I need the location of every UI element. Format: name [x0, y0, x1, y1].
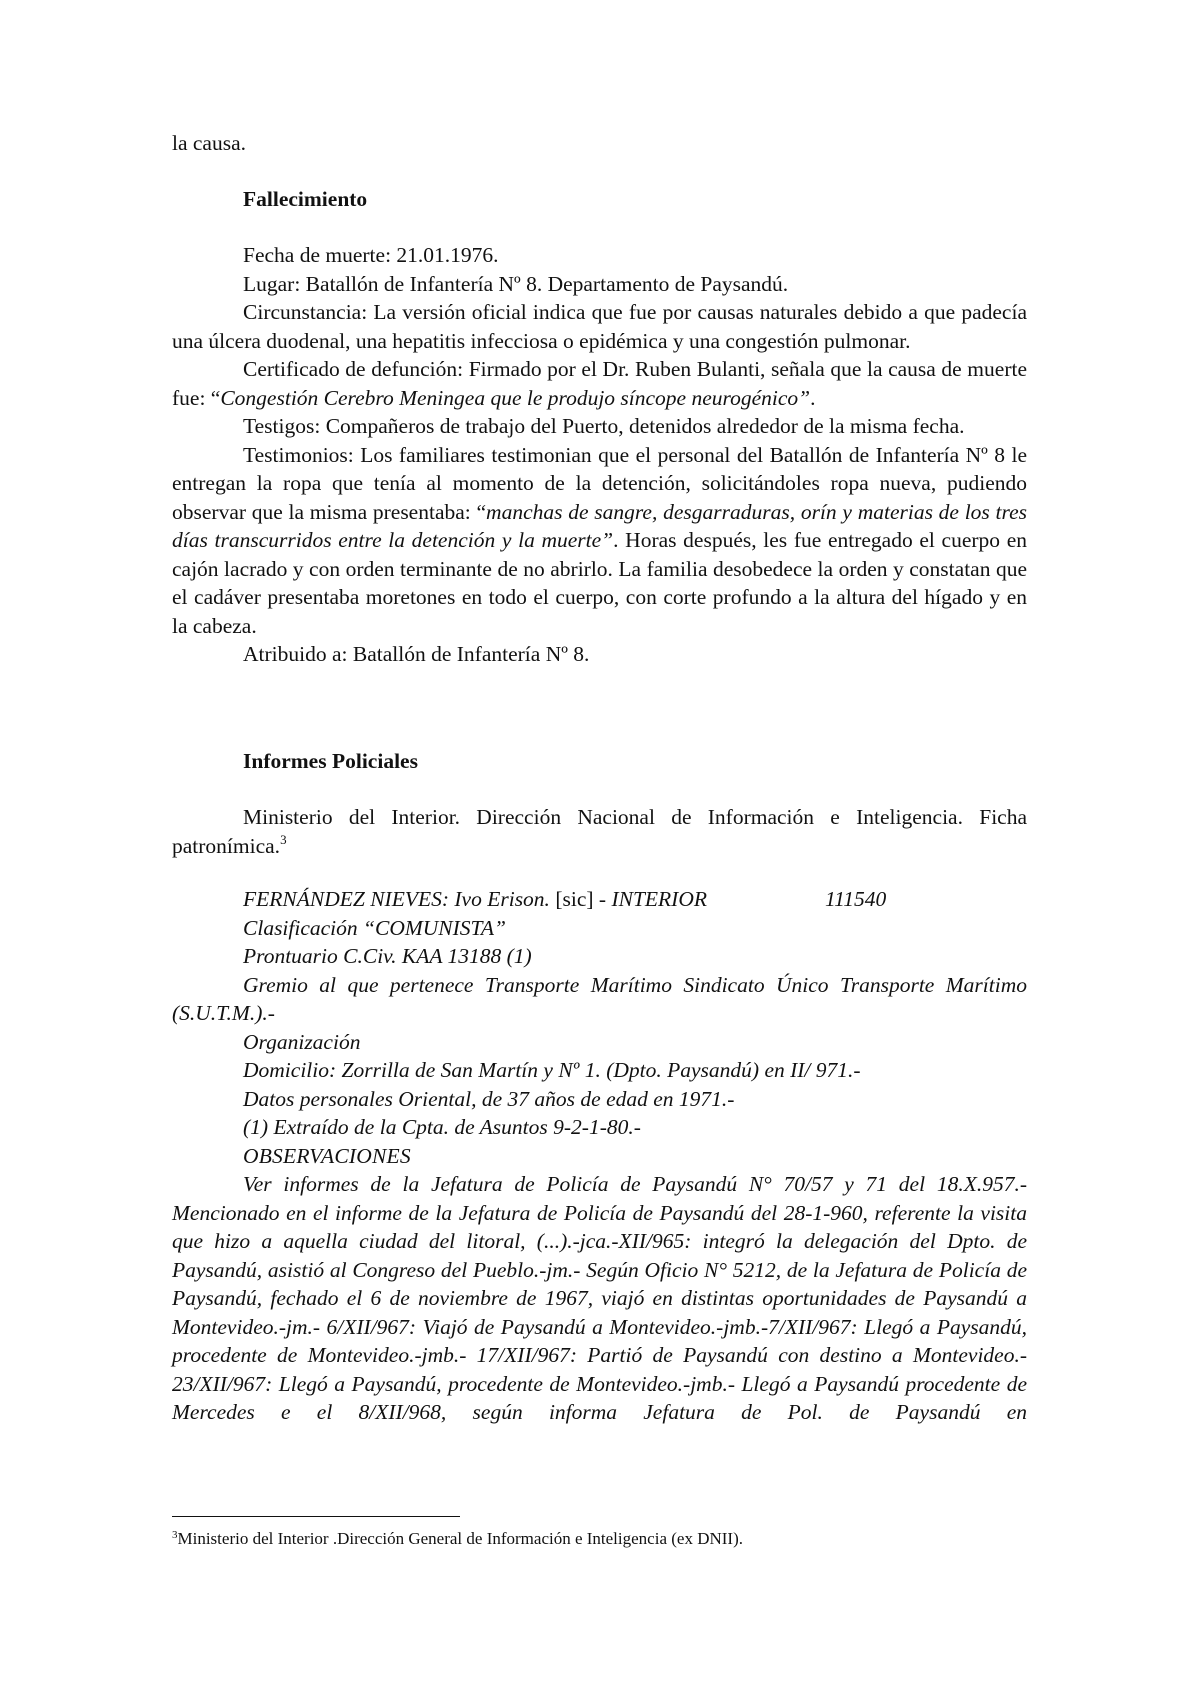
certificado-paragraph	[172, 355, 1027, 412]
prontuario-text: Prontuario C.Civ. KAA 13188 (1)	[243, 944, 532, 968]
footnote-marker: 3	[172, 1529, 178, 1541]
ficha-organizacion	[172, 1028, 1027, 1057]
certificado-end: .	[810, 385, 816, 410]
observaciones-heading-text: OBSERVACIONES	[243, 1143, 411, 1168]
ficha-clasificacion	[172, 914, 1027, 943]
continuation-block	[172, 129, 1027, 158]
fallecimiento-section	[172, 185, 1027, 214]
fallecimiento-body	[172, 241, 1027, 669]
ficha-prontuario	[172, 942, 1027, 971]
observaciones-paragraph	[172, 1170, 1027, 1427]
gremio-text: Gremio al que pertenece Transporte Marítimo Sindicato Único Transporte Marítimo (S.U.T.M.).-	[172, 972, 1027, 1025]
lugar: Lugar: Batallón de Infantería Nº 8. Departamento de Paysandú.	[243, 271, 789, 296]
circunstancia-paragraph: Circunstancia: La versión oficial indica que fue por causas naturales debido a que padecía una úlcera duodenal, una hepatitis infecciosa o epidémica y una congestión pulmonar.	[172, 300, 1027, 353]
informes-intro	[172, 803, 1027, 860]
certificado-text: Certificado de defunción: Firmado por el Dr. Ruben Bulanti, señala que la causa de muerte fue: “	[172, 357, 1027, 410]
ficha-datos-personales	[172, 1085, 1027, 1114]
informes-section	[172, 747, 1027, 776]
footnote-text: Ministerio del Interior .Dirección General de Información e Inteligencia (ex DNII).	[177, 1529, 743, 1548]
ficha-gremio	[172, 971, 1027, 1028]
fecha-de-muerte: Fecha de muerte: 21.01.1976.	[243, 243, 499, 267]
ficha-number: 111540	[824, 887, 887, 911]
clasificacion-text: Clasificación “COMUNISTA”	[243, 915, 506, 940]
informes-intro-block	[172, 803, 1027, 860]
ficha-sic: [sic] -	[549, 887, 612, 911]
testimonios-text: Testimonios: Los familiares testimonian que el personal del Batallón de Infantería Nº 8 le entregan la ropa que tenía al momento de la detención, solicitándoles ropa nueva, pudiendo observar que la misma presentaba: “	[172, 442, 1027, 524]
ficha-patronimica	[172, 885, 1027, 1427]
testimonios-quote: manchas de sangre, desgarraduras, orín y materias de los tres días transcurridos entre la detención y la muerte”	[172, 499, 1027, 552]
ficha-section: INTERIOR	[611, 887, 707, 911]
organizacion-text: Organización	[243, 1029, 361, 1054]
footnote-reference: 3	[280, 831, 287, 847]
testimonios-end: . Horas después, les fue entregado el cuerpo en cajón lacrado y con orden terminante de no abrirlo. La familia desobedece la orden y constatan que el cadáver presentaba moretones en todo el cuerpo, con corte profundo a la altura del hígado y en la cabeza.	[172, 528, 1027, 638]
atribuido: Atribuido a: Batallón de Infantería Nº 8.	[243, 642, 590, 666]
observaciones-heading	[172, 1142, 1027, 1171]
footnote	[172, 1528, 1027, 1550]
observaciones-text: Ver informes de la Jefatura de Policía de Paysandú N° 70/57 y 71 del 18.X.957.- Mencionado en el informe de la Jefatura de Policía de Paysandú del 28-1-960, referente la visita que hizo a aquella ciudad del litoral, (...).-jca.-XII/965: integró la delegación del Dpto. de Paysandú, asistió al Congreso del Pueblo.-jm.- Según Oficio N° 5212, de la Jefatura de Policía de Paysandú, fechado el 6 de noviembre de 1967, viajó en distintas oportunidades de Paysandú a Montevideo.-jm.- 6/XII/967: Viajó de Paysandú a Montevideo.-jmb.-7/XII/967: Llegó a Paysandú, procedente de Montevideo.-jmb.- 17/XII/967: Partió de Paysandú con destino a Montevideo.- 23/XII/967: Llegó a Paysandú, procedente de Montevideo.-jmb.- Llegó a Paysandú procedente de Mercedes e el 8/XII/968, según informa Jefatura de Pol. de Paysandú en	[172, 1172, 1027, 1424]
informes-heading: Informes Policiales	[243, 749, 418, 773]
ficha-name: FERNÁNDEZ NIEVES: Ivo Erison.	[243, 887, 550, 911]
domicilio-text: Domicilio: Zorrilla de San Martín y Nº 1. (Dpto. Paysandú) en II/ 971.-	[243, 1058, 861, 1082]
testigos-paragraph: Testigos: Compañeros de trabajo del Puerto, detenidos alrededor de la misma fecha.	[243, 414, 965, 438]
continuation-text: la causa.	[172, 131, 247, 155]
informes-intro-text: Ministerio del Interior. Dirección Nacional de Información e Inteligencia. Ficha patronímica.	[172, 805, 1027, 858]
ficha-header-line	[172, 885, 1027, 914]
footnote-separator	[172, 1516, 460, 1517]
fallecimiento-heading: Fallecimiento	[243, 187, 368, 211]
datos-text: Datos personales Oriental, de 37 años de edad en 1971.-	[243, 1086, 735, 1111]
testimonios-paragraph	[172, 441, 1027, 641]
ficha-extraido	[172, 1113, 1027, 1142]
extraido-text: (1) Extraído de la Cpta. de Asuntos 9-2-1-80.-	[243, 1115, 641, 1139]
ficha-domicilio	[172, 1056, 1027, 1085]
certificado-quote: Congestión Cerebro Meningea que le produjo síncope neurogénico”	[220, 385, 811, 410]
